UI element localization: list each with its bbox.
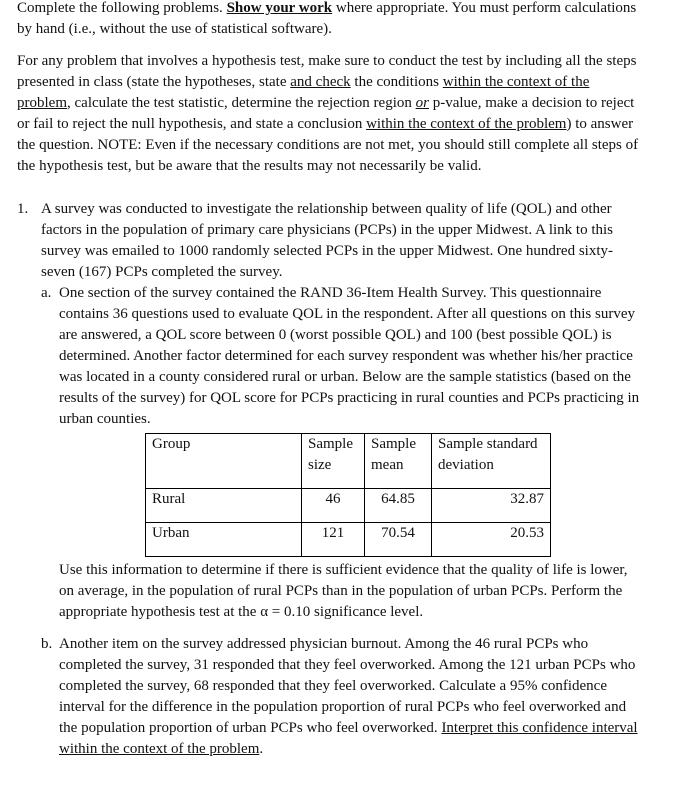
cell-sd: 20.53 <box>432 523 551 557</box>
context-emphasis-2: within the context of the problem <box>366 116 567 132</box>
instructions-paragraph <box>17 51 645 177</box>
context-emphasis-1: within the context of the problem <box>17 74 590 111</box>
table-row <box>146 523 551 557</box>
instr-text-9: ) to answer the question. NOTE: Even if the necessary conditions are not met, you should still complete all steps of the hypothesis test, but be aware that the results may not necessarily be valid. <box>17 116 639 174</box>
interpret-emphasis: Interpret this confidence interval within the context of the problem <box>59 720 638 757</box>
problem-1 <box>17 199 645 760</box>
intro-paragraph <box>17 0 645 40</box>
header-sample-sd: Sample standard deviation <box>432 434 551 489</box>
part-b-paragraph <box>59 634 645 760</box>
part-b-period: . <box>259 741 264 757</box>
instr-text-7: p-value, make a decision to reject or fail to reject the null hypothesis, and state a conclusion <box>17 95 635 132</box>
problem-1-text: A survey was conducted to investigate the relationship between quality of life (QOL) and other factors in the population of primary care physicians (PCPs) in the upper Midwest. A link to this survey was emailed to 1000 randomly selected PCPs in the upper Midwest. One hundred sixty-seven (167) PCPs completed the survey. <box>41 201 613 280</box>
table-header-row <box>146 434 551 489</box>
cell-sd: 32.87 <box>432 489 551 523</box>
intro-text-end: where appropriate. You must perform calculations by hand (i.e., without the use of statistical software). <box>17 0 637 37</box>
problem-1-number: 1. <box>17 201 29 217</box>
cell-mean: 64.85 <box>365 489 432 523</box>
instr-text-5: , calculate the test statistic, determine the rejection region <box>67 95 416 111</box>
part-b <box>41 634 645 760</box>
cell-size: 46 <box>302 489 365 523</box>
cell-group: Rural <box>146 489 302 523</box>
header-sample-size: Sample size <box>302 434 365 489</box>
document-page <box>17 0 645 760</box>
cell-mean: 70.54 <box>365 523 432 557</box>
header-group: Group <box>146 434 302 489</box>
part-b-text: Another item on the survey addressed physician burnout. Among the 46 rural PCPs who completed the survey, 31 responded that they feel overworked. Among the 121 urban PCPs who completed the survey, 68 responded that they feel overworked. Calculate a 95% confidence interval for the difference in the population proportion of rural PCPs who feel overworked and the population proportion of urban PCPs who feel overworked. <box>59 636 636 736</box>
header-sample-mean: Sample mean <box>365 434 432 489</box>
instr-text-1: For any problem that involves a hypothesis test, make sure to conduct the test by including all the steps presented in class (state the hypotheses, state <box>17 53 637 90</box>
and-check-emphasis: and check <box>290 74 351 90</box>
part-a <box>41 283 645 623</box>
show-your-work-emphasis: Show your work <box>226 0 333 16</box>
part-a-question: Use this information to determine if there is sufficient evidence that the quality of life is lower, on average, in the population of rural PCPs than in the population of urban PCPs. Perform the appropriate hypothesis test at the α = 0.10 significance level. <box>59 562 628 620</box>
part-a-text: One section of the survey contained the RAND 36-Item Health Survey. This questionnaire contains 36 questions used to evaluate QOL in the respondent. After all questions on this survey are answered, a QOL score between 0 (worst possible QOL) and 100 (best possible QOL) is determined. Another factor determined for each survey respondent was whether his/her practice was located in a county considered rural or urban. Below are the sample statistics (based on the results of the survey) for QOL score for PCPs practicing in rural counties and PCPs practicing in urban counties. <box>59 285 640 427</box>
or-emphasis: or <box>415 95 429 111</box>
table-row <box>146 489 551 523</box>
cell-size: 121 <box>302 523 365 557</box>
intro-text: Complete the following problems. <box>17 0 227 16</box>
part-b-label: b. <box>41 636 53 652</box>
cell-group: Urban <box>146 523 302 557</box>
instr-text-3: the conditions <box>350 74 443 90</box>
part-a-label: a. <box>41 285 52 301</box>
sample-statistics-table <box>145 433 551 557</box>
